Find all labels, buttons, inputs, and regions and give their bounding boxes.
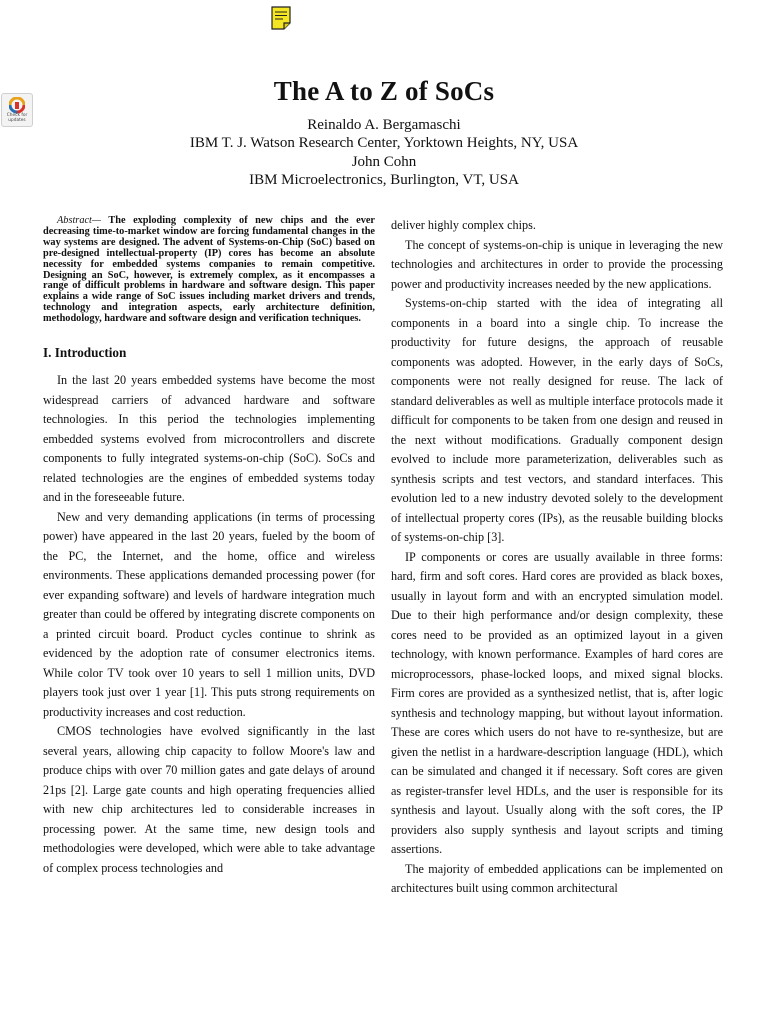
body-paragraph: In the last 20 years embedded systems have become the most widespread carriers of advanced hardware and software technologies. In this period the technologies implementing embedded systems evolved from microcontrollers and discrete components to fully integrated systems-on-chip (SoC). SoCs and related technologies are the engines of embedded systems today and in the foreseeable future. — [43, 373, 375, 505]
body-paragraph: The majority of embedded applications can be implemented on architectures built using common architectural — [391, 861, 723, 895]
body-paragraph-continuation: deliver highly complex chips. — [391, 218, 536, 232]
body-paragraph: New and very demanding applications (in terms of processing power) have appeared in the last 20 years, fueled by the boom of the PC, the Internet, and the home, office and wireless environments. These applications demanded processing power (for ever expanding software) and levels of hardware integration much greater than could be offered by integrating discrete components on a printed circuit board. Product cycles continue to shrink as evidenced by the adoption rate of consumer electronics items. While color TV took over 10 years to sell 1 million units, DVD players took just over 1 year [1]. This puts strong requirements on productivity increases and cost reduction. — [43, 509, 375, 719]
section-heading-introduction: I. Introduction — [43, 345, 127, 361]
abstract — [43, 216, 375, 325]
paper-title: The A to Z of SoCs — [273, 76, 495, 106]
abstract-label: Abstract— — [57, 215, 102, 226]
left-column — [43, 216, 375, 878]
badge-line-1: Check for — [6, 113, 28, 118]
abstract-text: The exploding complexity of new chips and the ever decreasing time-to-market window are forcing fundamental changes in the way systems are designed. The advent of Systems-on-Chip (SoC) based on pre-designed intellectual-property (IP) cores has become an absolute necessity for embedded systems companies to remain competitive. Designing an SoC, however, is extremely complex, as it encompasses a range of difficult problems in hardware and software design. This paper explains a wide range of SoC issues including market drivers and trends, technology and integration aspects, early architecture definition, methodology, hardware and software design and verification techniques. — [43, 215, 375, 325]
author-name-1: Reinaldo A. Bergamaschi — [307, 117, 461, 133]
body-paragraph: The concept of systems-on-chip is unique in leveraging the new technologies and architectures in order to provide the processing power and productivity increases needed by the new applications. — [391, 237, 723, 291]
author-affiliation-2: IBM Microelectronics, Burlington, VT, USA — [249, 171, 519, 188]
author-affiliation-1: IBM T. J. Watson Research Center, Yorktown Heights, NY, USA — [189, 135, 579, 152]
body-paragraph: CMOS technologies have evolved significantly in the last several years, allowing chip capacity to follow Moore's law and produce chips with over 70 million gates and gate delays of around 21ps [2]. Large gate counts and high operating frequencies allied with new chip architectures led to considerable increases in processing power. At the same time, new design tools and methodologies were developed, which were able to take advantage of complex process technologies and — [43, 724, 375, 875]
author-name-2: John Cohn — [351, 153, 417, 170]
right-column — [391, 216, 723, 899]
sticky-note-icon[interactable] — [271, 6, 291, 30]
badge-line-2: updates — [8, 117, 26, 123]
body-paragraph: Systems-on-chip started with the idea of integrating all components in a board into a single chip. To increase the productivity for future designs, the approach of reusable components was adopted. However, in the early days of SoCs, components were not really designed for reuse. The lack of standard deliverables as well as multiple interface protocols made it difficult for components to be taken from one design and reused in the next without modifications. Gradually component design evolved to include more parameterization, deliverables such as synthesis scripts and test vectors, and standard interfaces. This evolution led to a new industry devoted solely to the development of intellectual property cores (IPs), as the reusable building blocks of systems-on-chip [3]. — [391, 296, 723, 544]
body-paragraph: IP components or cores are usually available in three forms: hard, firm and soft cores. Hard cores are provided as black boxes, usually in layout form and with an encrypted simulation model. Due to their high performance and/or design complexity, these cores need to be provided as an optimized layout in a given technology, with known performance. Examples of hard cores are microprocessors, phase-locked loops, and mixed signal blocks. Firm cores are provided as a synthesized netlist, that is, after logic synthesis and technology mapping, but without layout information. These are cores which users do not have to re-synthesize, but are given the netlist in a hardware-description language (HDL), which can be simulated and changed it if necessary. Soft cores are given as register-transfer level HDLs, and the user is responsible for its synthesis and layout. Usually along with the soft cores, the IP providers also supply synthesis and layout scripts and timing assertions. — [391, 549, 723, 856]
